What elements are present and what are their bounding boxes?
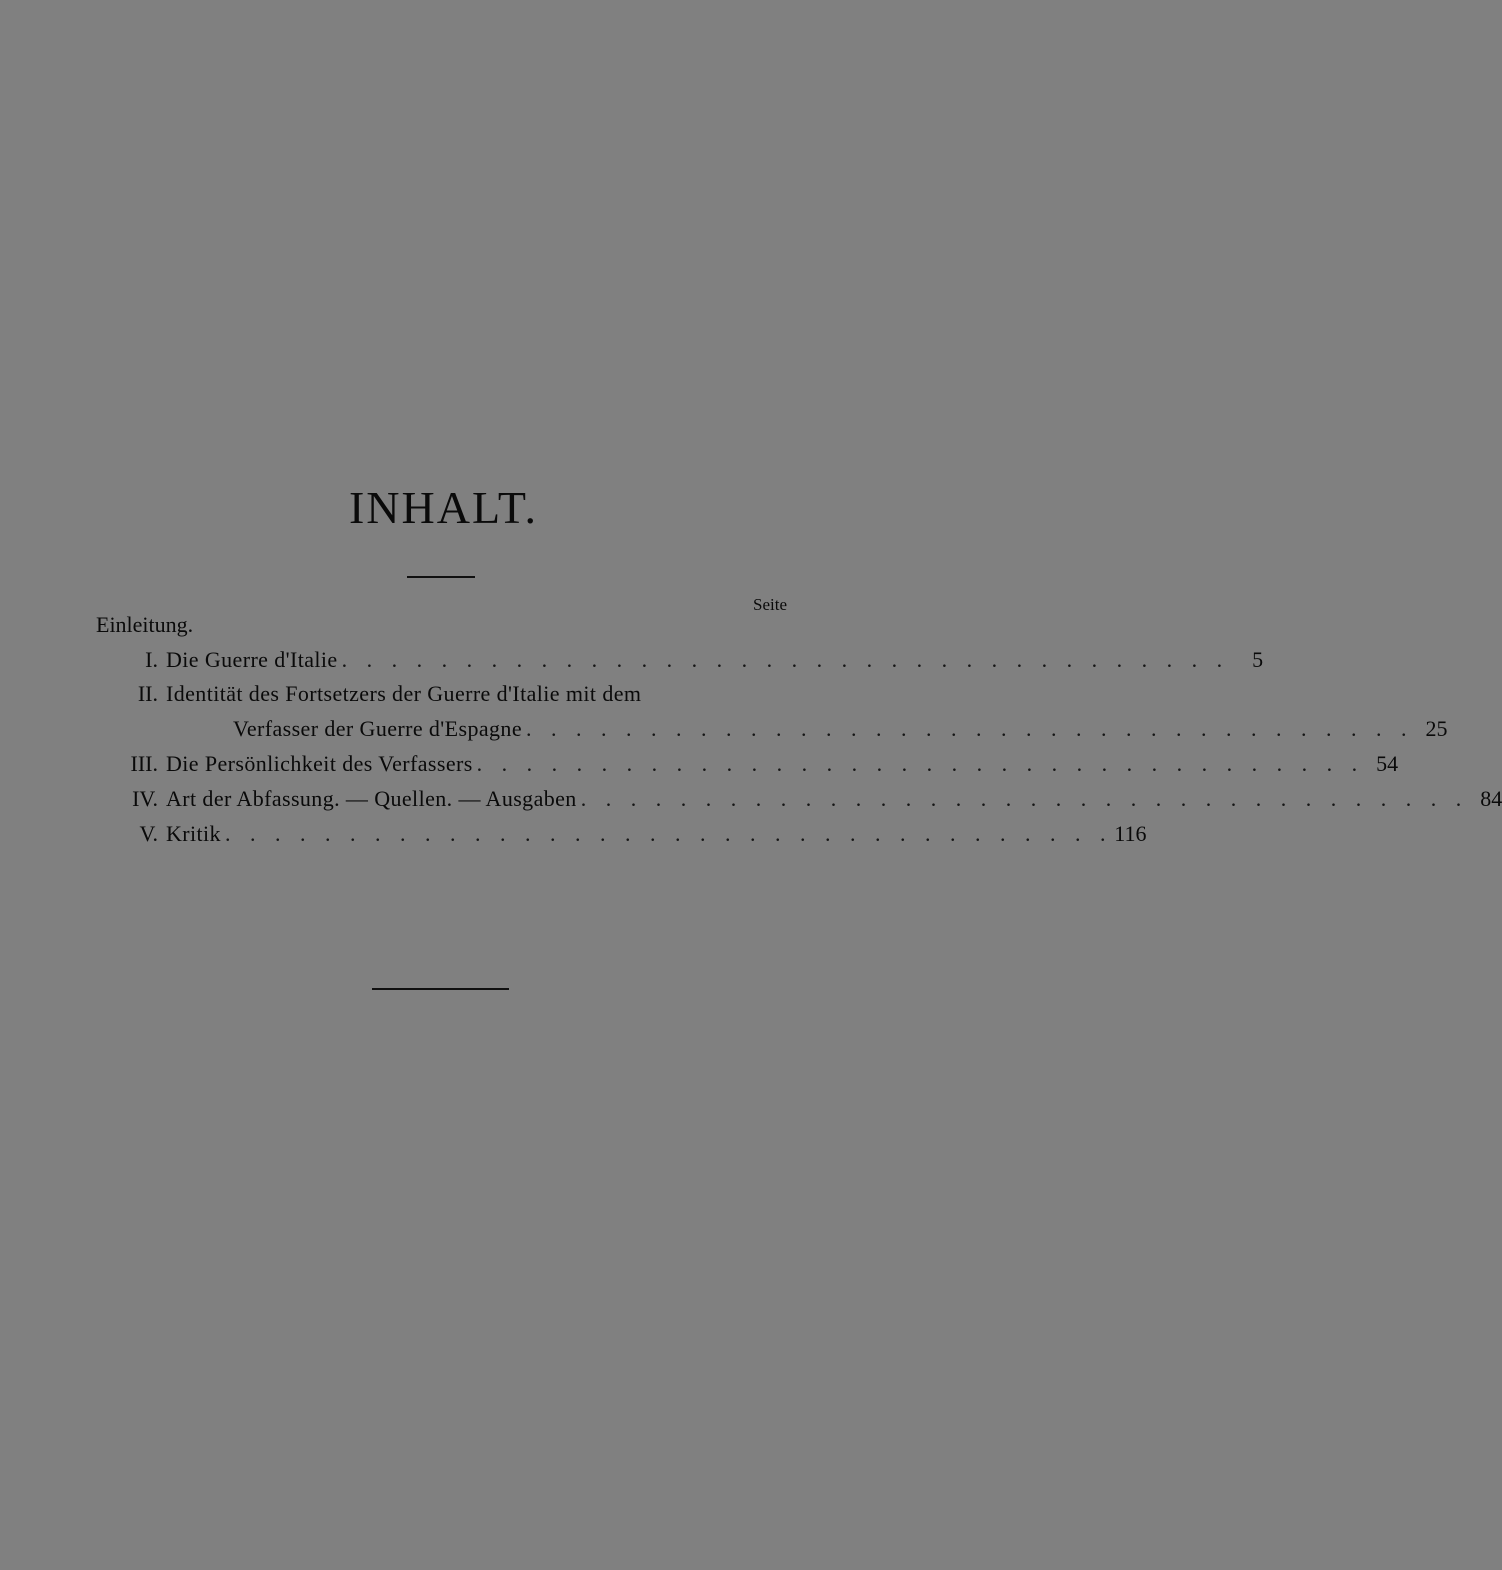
toc-entry-number: I. [145, 647, 158, 672]
title-rule [407, 576, 475, 578]
section-label: Einleitung. [96, 612, 194, 637]
page-column-label: Seite [753, 595, 787, 614]
toc-entry-number: IV. [132, 786, 158, 811]
toc-entry-title-continued: Verfasser der Guerre d'Espagne [233, 716, 522, 741]
toc-entry-2-continuation[interactable] [233, 714, 1448, 744]
leader-dots: . . . . . . . . . . . . . . . . . . . . . . . . . . . . . . . . . . . . [224, 821, 1113, 846]
closing-rule [372, 988, 509, 990]
toc-entry-title: Art der Abfassung. — Quellen. — Ausgaben [166, 786, 577, 811]
toc-entry-1[interactable] [96, 645, 1264, 675]
page-title: INHALT. [348, 482, 539, 533]
toc-entry-page: 116 [1114, 821, 1147, 846]
leader-dots: . . . . . . . . . . . . . . . . . . . . . . . . . . . . . . . . . . . . [476, 751, 1365, 776]
toc-entry-title: Identität des Fortsetzers der Guerre d'Italie mit dem [166, 681, 642, 706]
toc-entry-number: II. [137, 681, 158, 706]
toc-entry-page: 25 [1425, 716, 1448, 741]
toc-entry-title: Kritik [166, 821, 221, 846]
toc-entry-3[interactable] [96, 749, 1399, 779]
toc-entry-page: 54 [1376, 751, 1399, 776]
toc-entry-number: III. [130, 751, 158, 776]
toc-entry-title: Die Persönlichkeit des Verfassers [166, 751, 473, 776]
leader-dots: . . . . . . . . . . . . . . . . . . . . . . . . . . . . . . . . . . . . [580, 786, 1469, 811]
leader-dots: . . . . . . . . . . . . . . . . . . . . . . . . . . . . . . . . . . . . [526, 716, 1414, 741]
toc-entry-title: Die Guerre d'Italie [166, 647, 338, 672]
toc-entry-4[interactable] [96, 784, 1502, 814]
toc-entry-5[interactable] [96, 819, 1147, 849]
toc-entry-number: V. [139, 821, 158, 846]
toc-entry-2[interactable] [96, 679, 756, 709]
toc-entry-page: 84 [1480, 786, 1502, 811]
toc-entry-page: 5 [1252, 647, 1264, 672]
leader-dots: . . . . . . . . . . . . . . . . . . . . . . . . . . . . . . . . . . . . [341, 647, 1230, 672]
